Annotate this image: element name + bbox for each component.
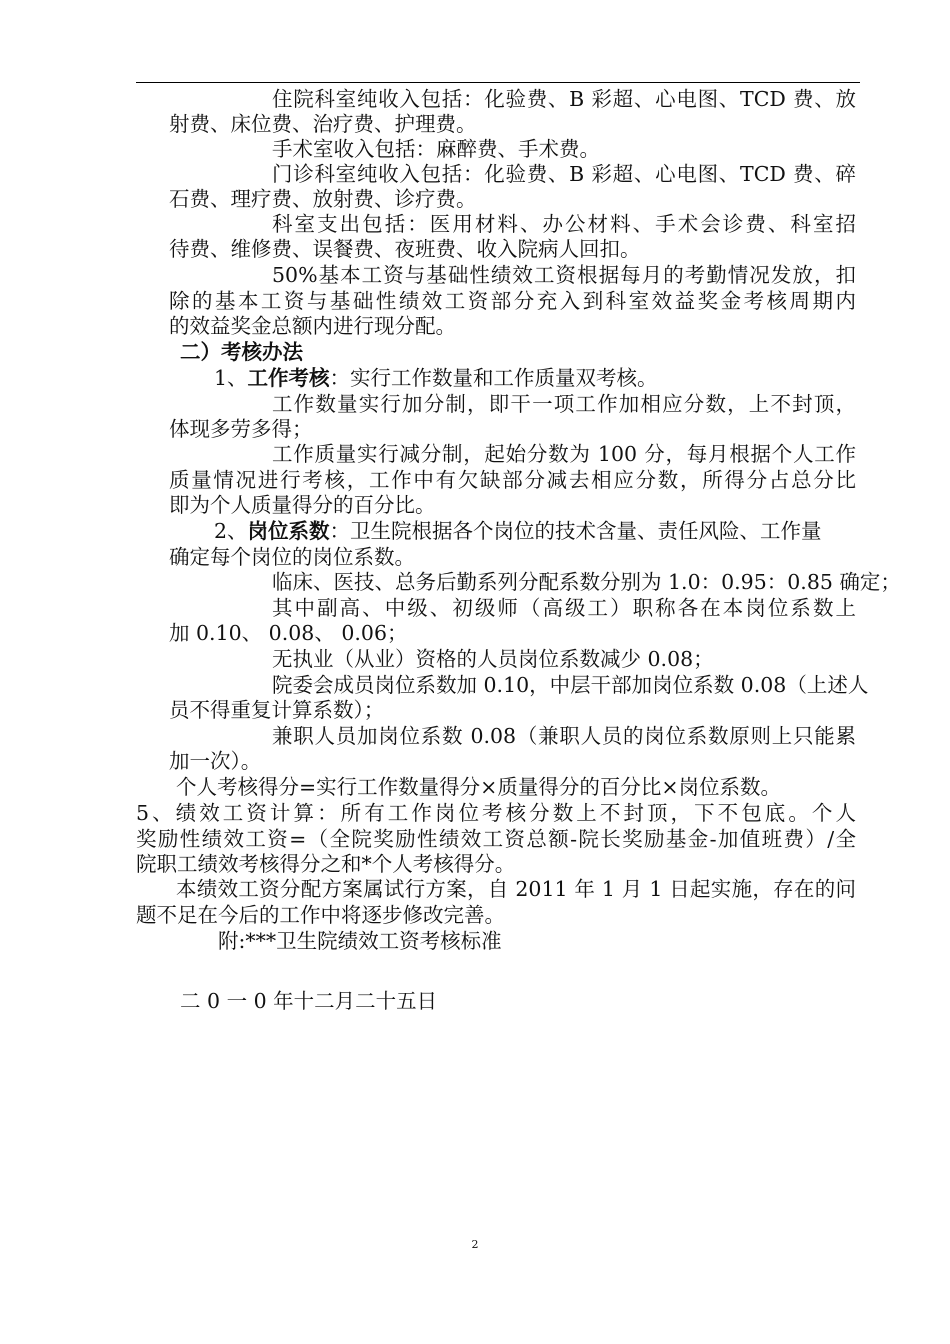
text-line: 即为个人质量得分的百分比。 (169, 493, 436, 517)
text-line: 手术室收入包括：麻醉费、手术费。 (272, 137, 600, 161)
text-line: 1、工作考核：实行工作数量和工作质量双考核。 (214, 366, 658, 390)
text-line: 确定每个岗位的岗位系数。 (169, 545, 415, 569)
text-line: 科室支出包括：医用材料、办公材料、手术会诊费、科室招 (272, 212, 856, 236)
text-line: 临床、医技、总务后勤系列分配系数分别为 1.0：0.95：0.85 确定； (272, 570, 901, 594)
text-line: 题不足在今后的工作中将逐步修改完善。 (136, 903, 505, 927)
text-line: 的效益奖金总额内进行现分配。 (169, 314, 456, 338)
text-line: 质量情况进行考核，工作中有欠缺部分减去相应分数，所得分占总分比 (169, 468, 856, 492)
subsection-title: 岗位系数 (247, 519, 330, 543)
document-date: 二 0 一 0 年十二月二十五日 (180, 989, 438, 1013)
section-heading: 二）考核办法 (180, 340, 303, 364)
text-line: 5、绩效工资计算：所有工作岗位考核分数上不封顶，下不包底。个人 (136, 801, 856, 825)
text-line: 待费、维修费、误餐费、夜班费、收入院病人回扣。 (169, 237, 641, 261)
text-line: 2、岗位系数：卫生院根据各个岗位的技术含量、责任风险、工作量 (214, 519, 822, 543)
text-line: 院职工绩效考核得分之和*个人考核得分。 (136, 852, 516, 876)
text-line: 本绩效工资分配方案属试行方案，自 2011 年 1 月 1 日起实施，存在的问 (176, 877, 856, 901)
text-line: 体现多劳多得； (169, 417, 313, 441)
text-line: 加 0.10、 0.08、 0.06； (169, 621, 408, 645)
text-line: 射费、床位费、治疗费、护理费。 (169, 112, 477, 136)
attachment-note: 附:***卫生院绩效工资考核标准 (218, 929, 502, 953)
text-line: 院委会成员岗位系数加 0.10，中层干部加岗位系数 0.08（上述人 (272, 673, 869, 697)
text-line: 员不得重复计算系数）； (169, 698, 385, 722)
text-line: 除的基本工资与基础性绩效工资部分充入到科室效益奖金考核周期内 (169, 289, 856, 313)
text-line: 石费、理疗费、放射费、诊疗费。 (169, 187, 477, 211)
text-line: 个人考核得分=实行工作数量得分×质量得分的百分比×岗位系数。 (176, 775, 782, 799)
text-line: 工作质量实行减分制，起始分数为 100 分，每月根据个人工作 (272, 442, 856, 466)
subsection-title: 工作考核 (247, 366, 330, 390)
text-line: 奖励性绩效工资=（全院奖励性绩效工资总额-院长奖励基金-加值班费）/全 (136, 827, 856, 851)
text-line: 无执业（从业）资格的人员岗位系数减少 0.08； (272, 647, 714, 671)
page-number: 2 (471, 1238, 479, 1251)
text-line: 50%基本工资与基础性绩效工资根据每月的考勤情况发放，扣 (272, 263, 856, 287)
text-line: 兼职人员加岗位系数 0.08（兼职人员的岗位系数原则上只能累 (272, 724, 856, 748)
text-line: 门诊科室纯收入包括：化验费、B 彩超、心电图、TCD 费、碎 (272, 162, 856, 186)
text-line: 工作数量实行加分制，即干一项工作加相应分数，上不封顶， (272, 392, 856, 416)
text-line: 住院科室纯收入包括：化验费、B 彩超、心电图、TCD 费、放 (272, 87, 856, 111)
text-line: 加一次）。 (169, 749, 262, 773)
text-line: 其中副高、中级、初级师（高级工）职称各在本岗位系数上 (272, 596, 856, 620)
